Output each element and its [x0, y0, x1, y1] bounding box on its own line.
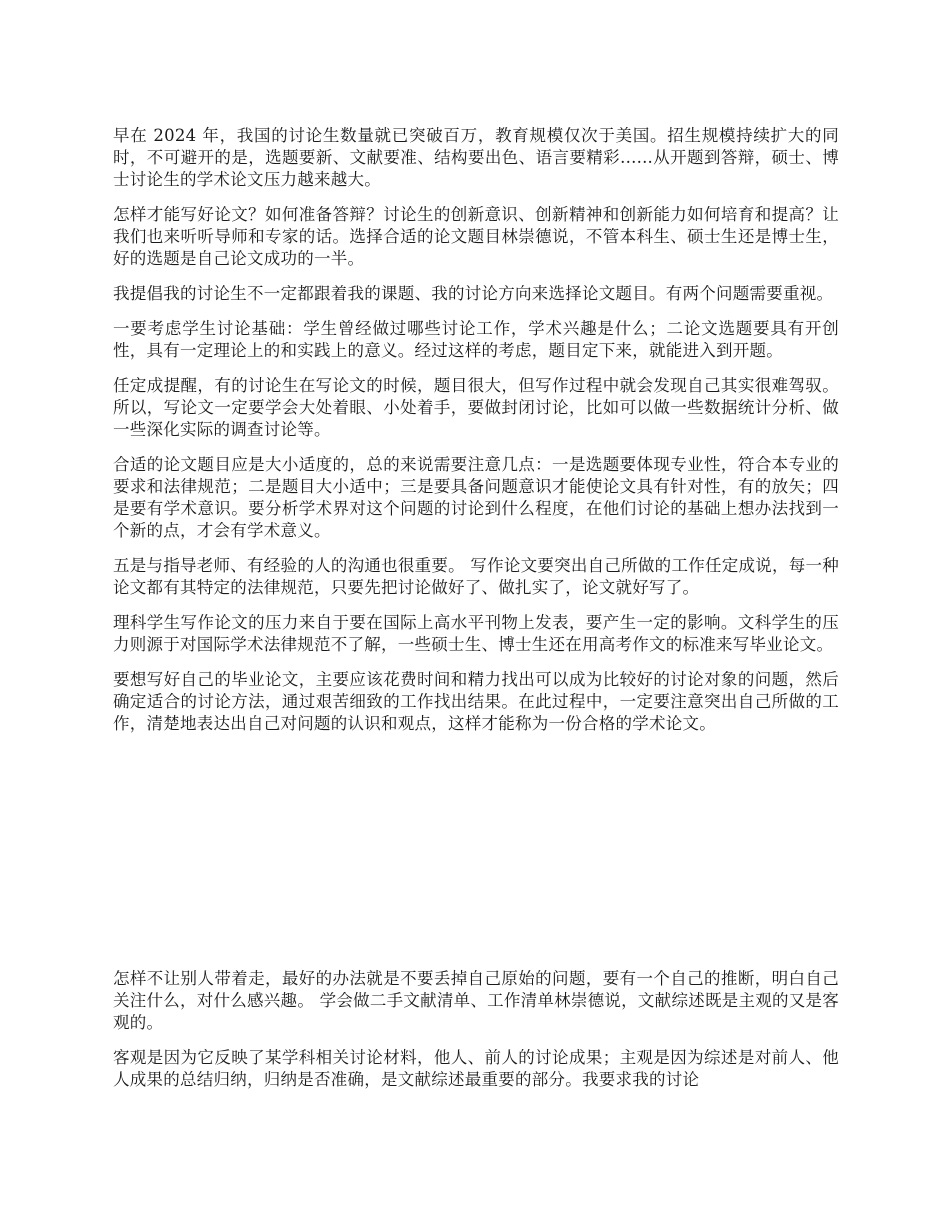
paragraph: 理科学生写作论文的压力来自于要在国际上高水平刊物上发表，要产生一定的影响。文科学生的压力则源于对国际学术法律规范不了解，一些硕士生、博士生还在用高考作文的标准来写毕业论文。 [113, 613, 839, 654]
paragraph: 早在 2024 年，我国的讨论生数量就已突破百万，教育规模仅次于美国。招生规模持续扩大的同时，不可避开的是，选题要新、文献要准、结构要出色、语言要精彩......从开题到答辩，硕士、博士讨论生的学术论文压力越来越大。 [113, 126, 839, 189]
paragraph: 我提倡我的讨论生不一定都跟着我的课题、我的讨论方向来选择论文题目。有两个问题需要重视。 [113, 284, 834, 303]
article-body-upper [113, 125, 839, 748]
paragraph: 任定成提醒，有的讨论生在写论文的时候，题目很大，但写作过程中就会发现自己其实很难驾驭。所以，写论文一定要学会大处着眼、小处着手，要做封闭讨论，比如可以做一些数据统计分析、做一些深化实际的调查讨论等。 [113, 376, 839, 439]
paragraph: 一要考虑学生讨论基础：学生曾经做过哪些讨论工作，学术兴趣是什么；二论文选题要具有开创性，具有一定理论上的和实践上的意义。经过这样的考虑，题目定下来，就能进入到开题。 [113, 319, 839, 360]
paragraph: 怎样才能写好论文？如何准备答辩？讨论生的创新意识、创新精神和创新能力如何培育和提高？让我们也来听听导师和专家的话。选择合适的论文题目林崇德说，不管本科生、硕士生还是博士生，好的选题是自己论文成功的一半。 [113, 205, 839, 268]
paragraph: 五是与指导老师、有经验的人的沟通也很重要。 写作论文要突出自己所做的工作任定成说，每一种论文都有其特定的法律规范，只要先把讨论做好了、做扎实了，论文就好写了。 [113, 556, 839, 597]
paragraph: 合适的论文题目应是大小适度的，总的来说需要注意几点：一是选题要体现专业性，符合本专业的要求和法律规范；二是题目大小适中；三是要具备问题意识才能使论文具有针对性，有的放矢；四是要有学术意识。要分析学术界对这个问题的讨论到什么程度，在他们讨论的基础上想办法找到一个新的点，才会有学术意义。 [113, 455, 839, 540]
paragraph: 客观是因为它反映了某学科相关讨论材料，他人、前人的讨论成果；主观是因为综述是对前人、他人成果的总结归纳，归纳是否准确，是文献综述最重要的部分。我要求我的讨论 [113, 1048, 839, 1089]
paragraph: 要想写好自己的毕业论文，主要应该花费时间和精力找出可以成为比较好的讨论对象的问题，然后确定适合的讨论方法，通过艰苦细致的工作找出结果。在此过程中，一定要注意突出自己所做的工作，清楚地表达出自己对问题的认识和观点，这样才能称为一份合格的学术论文。 [113, 670, 839, 733]
article-body-lower [113, 968, 839, 1104]
paragraph: 怎样不让别人带着走，最好的办法就是不要丢掉自己原始的问题，要有一个自己的推断，明白自己关注什么，对什么感兴趣。 学会做二手文献清单、工作清单林崇德说，文献综述既是主观的又是客观的。 [113, 969, 839, 1032]
